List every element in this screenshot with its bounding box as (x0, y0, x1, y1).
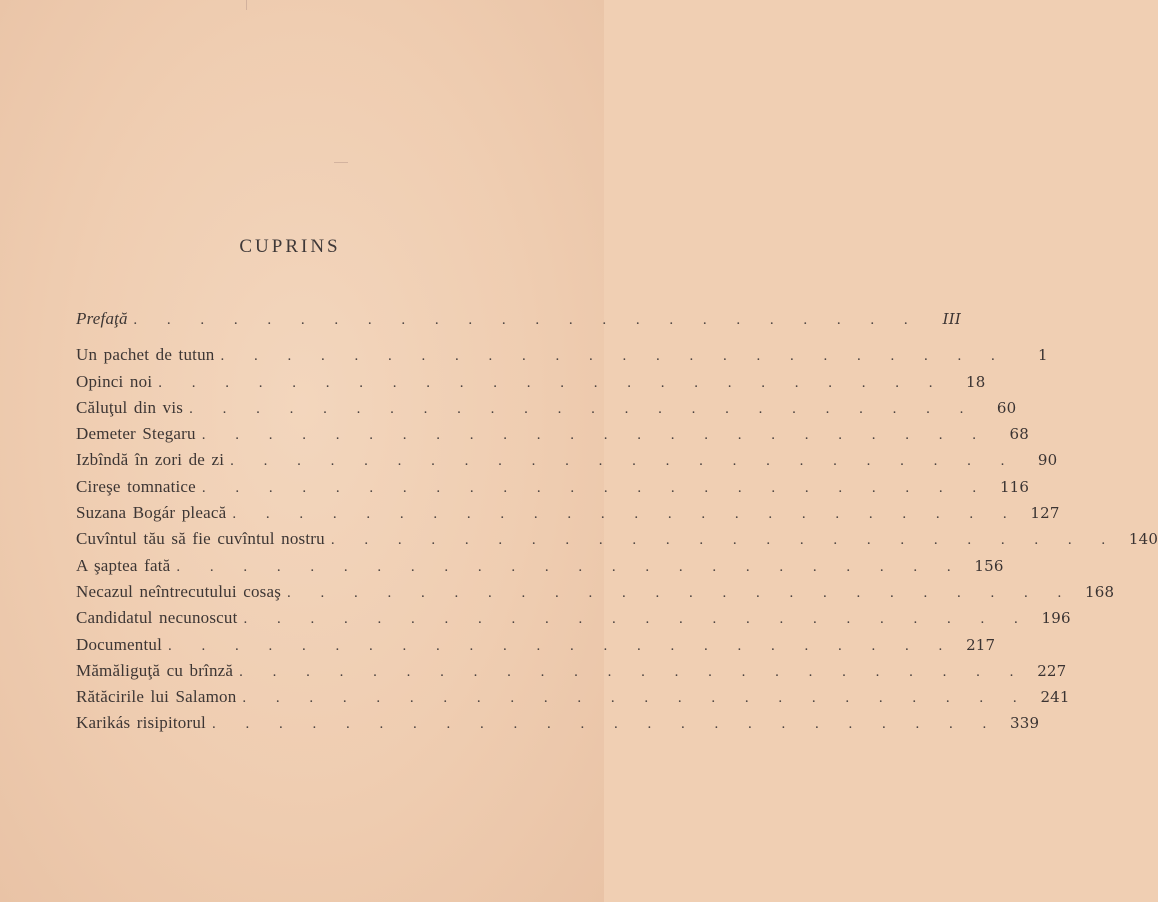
toc-entry-title: Rătăcirile lui Salamon (76, 687, 237, 707)
toc-page-number: 196 (1041, 609, 1071, 628)
table-of-contents (76, 306, 1158, 737)
dot-leader: . . . . . . . . . . . . . . . . . . . . . . . . (243, 611, 1031, 628)
dot-leader: . . . . . . . . . . . . . . . . . . . . . . . . (242, 690, 1030, 707)
toc-page-number: 90 (1037, 451, 1058, 470)
toc-entry-row[interactable] (76, 500, 1060, 526)
toc-entry-row[interactable] (76, 684, 1070, 710)
toc-entry-title: Izbîndă în zori de zi (76, 450, 225, 470)
page-title: CUPRINS (239, 236, 341, 257)
dot-leader: . . . . . . . . . . . . . . . . . . . . . . . . (232, 506, 1020, 523)
toc-page-number: 227 (1037, 661, 1067, 680)
dot-leader: . . . . . . . . . . . . . . . . . . . . . . . . (133, 312, 922, 328)
toc-entry-row[interactable] (76, 658, 1067, 684)
toc-entry-title: Candidatul necunoscut (76, 608, 238, 628)
toc-entry-title: Karikás risipitorul (76, 713, 206, 733)
toc-page-number: 156 (974, 556, 1004, 575)
dot-leader: . . . . . . . . . . . . . . . . . . . . . . . . (211, 716, 1000, 733)
toc-page-number: 217 (966, 635, 996, 654)
toc-entry-row[interactable] (76, 605, 1071, 631)
toc-entry-title: Un pachet de tutun (76, 345, 215, 365)
dot-leader: . . . . . . . . . . . . . . . . . . . . . . . . (287, 584, 1075, 601)
toc-page-number: III (942, 310, 962, 328)
toc-entry-row[interactable] (76, 395, 1017, 421)
toc-entry-row[interactable] (76, 342, 1048, 368)
toc-entry-row[interactable] (76, 632, 996, 658)
toc-entry-title: Mămăliguţă cu brînză (76, 660, 234, 680)
toc-entry-title: Căluţul din vis (76, 397, 184, 417)
toc-page-number: 339 (1010, 714, 1040, 733)
dot-leader: . . . . . . . . . . . . . . . . . . . . . . . . (330, 532, 1119, 549)
toc-entry-title: A şaptea fată (76, 555, 171, 575)
toc-page-number: 168 (1085, 582, 1115, 601)
dot-leader: . . . . . . . . . . . . . . . . . . . . . . . . (201, 427, 989, 444)
toc-entry-row[interactable] (76, 710, 1040, 736)
toc-page-number: 1 (1037, 346, 1048, 365)
toc-entry-row[interactable] (76, 447, 1058, 473)
paper-mark (334, 162, 348, 163)
toc-entry-title: Demeter Stegaru (76, 424, 196, 444)
toc-entry-title: Prefaţă (76, 309, 128, 328)
toc-entry-title: Necazul neîntrecutului cosaş (76, 581, 282, 601)
toc-entry-row[interactable] (76, 369, 986, 395)
dot-leader: . . . . . . . . . . . . . . . . . . . . . . . . (220, 348, 1008, 365)
dot-leader: . . . . . . . . . . . . . . . . . . . . . . . . (230, 453, 1018, 470)
dot-leader: . . . . . . . . . . . . . . . . . . . . . . . . (168, 637, 956, 654)
toc-entry-title: Opinci noi (76, 371, 153, 391)
dot-leader: . . . . . . . . . . . . . . . . . . . . . . . . (189, 400, 977, 417)
toc-entry-row[interactable] (76, 526, 1158, 552)
toc-entry-title: Cuvîntul tău să fie cuvîntul nostru (76, 529, 325, 549)
toc-entry-title: Documentul (76, 634, 163, 654)
toc-page-number: 68 (1009, 425, 1029, 444)
paper-mark (246, 0, 247, 10)
toc-entry-title: Cireşe tomnatice (76, 476, 196, 496)
toc-entry-row[interactable] (76, 474, 1030, 500)
toc-page-number: 241 (1040, 688, 1070, 707)
toc-entry-row[interactable] (76, 421, 1029, 447)
dot-leader: . . . . . . . . . . . . . . . . . . . . . . . . (176, 558, 964, 575)
dot-leader: . . . . . . . . . . . . . . . . . . . . . . . . (201, 479, 990, 496)
toc-page-number: 127 (1030, 504, 1060, 523)
toc-page-number: 60 (996, 398, 1017, 417)
toc-preface-row[interactable] (76, 306, 962, 332)
toc-entry-title: Suzana Bogár pleacă (76, 503, 227, 523)
dot-leader: . . . . . . . . . . . . . . . . . . . . . . . . (158, 374, 946, 391)
toc-page-number: 18 (966, 372, 986, 391)
toc-page-number: 116 (999, 477, 1030, 496)
toc-page-number: 140 (1128, 530, 1158, 549)
toc-entry-row[interactable] (76, 579, 1115, 605)
toc-entries-list (76, 342, 1158, 736)
dot-leader: . . . . . . . . . . . . . . . . . . . . . . . . (239, 663, 1027, 680)
toc-entry-row[interactable] (76, 553, 1004, 579)
